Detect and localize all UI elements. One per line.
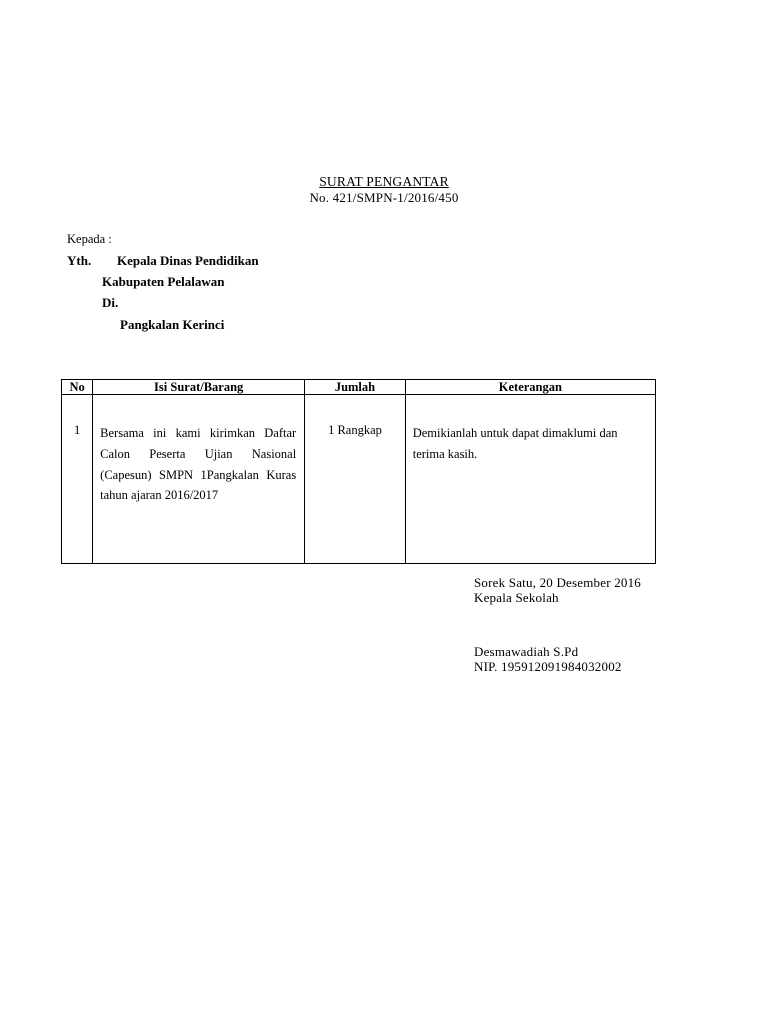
header-no: No: [62, 380, 93, 395]
recipient-line-3: Di.: [102, 295, 119, 310]
header-isi: Isi Surat/Barang: [93, 380, 305, 395]
cell-isi: Bersama ini kami kirimkan Daftar Calon Peserta Ujian Nasional (Capesun) SMPN 1Pangkalan Kuras tahun ajaran 2016/2017: [93, 395, 305, 564]
cell-jumlah: 1 Rangkap: [305, 395, 406, 564]
signature-role: Kepala Sekolah: [474, 590, 559, 605]
header-keterangan: Keterangan: [405, 380, 655, 395]
recipient-line-4: Pangkalan Kerinci: [120, 317, 225, 332]
signature-name: Desmawadiah S.Pd: [474, 644, 579, 659]
table-row: [62, 395, 656, 564]
document-title: SURAT PENGANTAR: [319, 174, 449, 189]
recipient-line-1: Kepala Dinas Pendidikan: [117, 253, 259, 268]
kepada-label: Kepada :: [67, 232, 112, 246]
signature-nip: NIP. 195912091984032002: [474, 659, 622, 674]
yth-label: Yth.: [67, 253, 92, 268]
recipient-line-2: Kabupaten Pelalawan: [102, 274, 225, 289]
items-table: [61, 379, 656, 564]
header-jumlah: Jumlah: [305, 380, 406, 395]
signature-place-date: Sorek Satu, 20 Desember 2016: [474, 575, 641, 590]
table-header-row: [62, 380, 656, 395]
cell-keterangan: Demikianlah untuk dapat dimaklumi dan terima kasih.: [405, 395, 655, 564]
cell-no: 1: [62, 395, 93, 564]
document-number: No. 421/SMPN-1/2016/450: [309, 190, 459, 205]
